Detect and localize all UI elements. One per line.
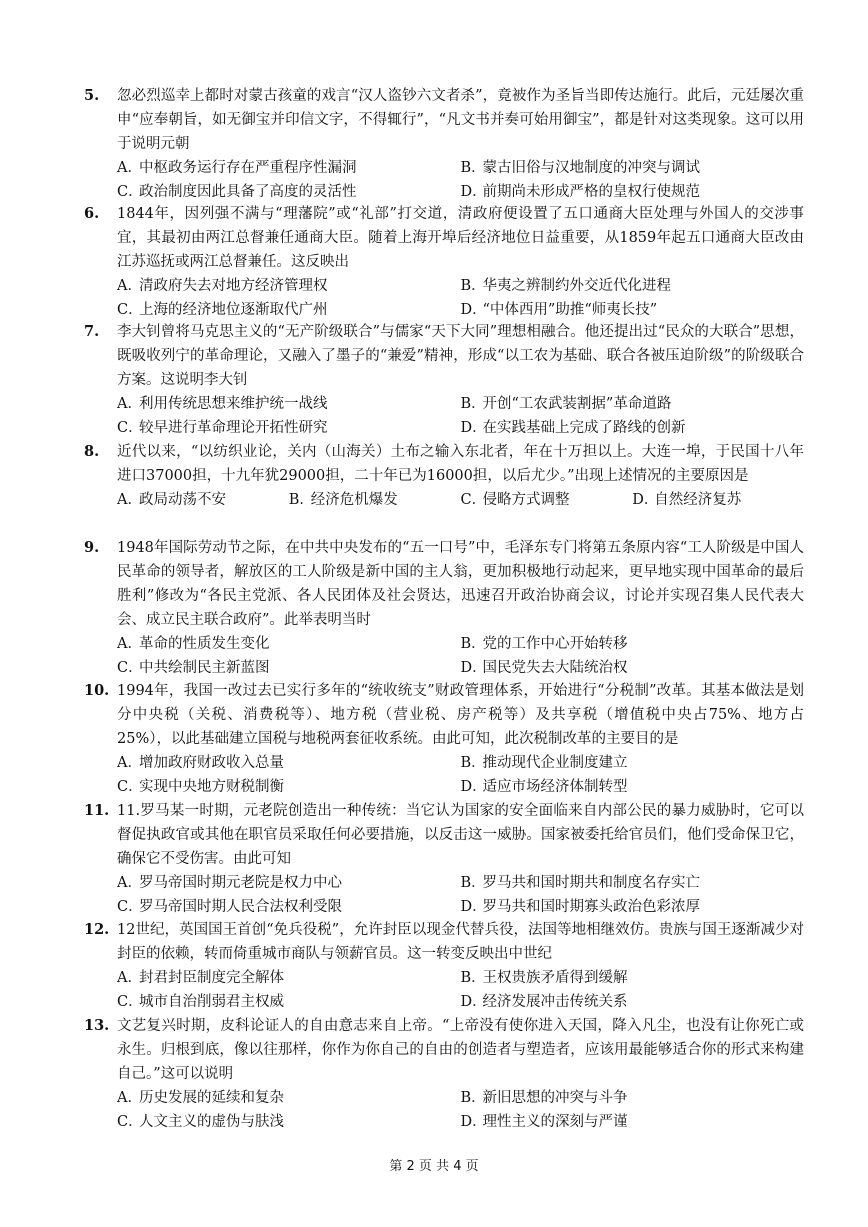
question-number: 5.	[84, 87, 100, 104]
question-7	[84, 320, 804, 440]
option-a: A．历史发展的延续和复杂	[117, 1090, 284, 1106]
option-d: D．在实践基础上完成了路线的创新	[460, 420, 686, 436]
option-d: D．前期尚未形成严格的皇权行使规范	[460, 184, 700, 200]
option-a: A．革命的性质发生变化	[117, 636, 270, 652]
question-5	[84, 84, 804, 204]
question-options	[117, 156, 804, 204]
question-12	[84, 918, 804, 1014]
question-options	[117, 751, 804, 799]
question-stem: 11.罗马某一时期，元老院创造出一种传统：当它认为国家的安全面临来自内部公民的暴力威胁时，它可以督促执政官或其他在职官员采取任何必要措施，以反击这一威胁。国家被委托给官员们，他们受命保卫它，确保它不受伤害。由此可知	[117, 803, 804, 867]
option-b: B．经济危机爆发	[288, 492, 398, 508]
question-options	[117, 488, 804, 512]
question-number: 8.	[84, 443, 100, 460]
question-number: 10.	[84, 682, 110, 699]
question-stem: 文艺复兴时期，皮科论证人的自由意志来自上帝。“上帝没有使你进入天国，降入凡尘，也没有让你死亡或永生。归根到底，像以往那样，你作为你自己的自由的创造者与塑造者，应该用最能够适合你的形式来构建自己。”这可以说明	[117, 1018, 804, 1082]
option-c: C．较早进行革命理论开拓性研究	[117, 420, 328, 436]
option-d: D．经济发展冲击传统关系	[460, 994, 628, 1010]
option-a: A．政局动荡不安	[117, 492, 226, 508]
question-options	[117, 392, 804, 440]
question-6	[84, 202, 804, 322]
option-c: C．实现中央地方财税制衡	[117, 779, 284, 795]
option-b: B．华夷之辨制约外交近代化进程	[460, 278, 671, 294]
question-number: 12.	[84, 921, 110, 938]
question-number: 7.	[84, 323, 100, 340]
option-c: C．上海的经济地位逐渐取代广州	[117, 302, 328, 318]
option-c: C．城市自治削弱君主权威	[117, 994, 284, 1010]
option-a: A．罗马帝国时期元老院是权力中心	[117, 875, 342, 891]
question-stem: 1948年国际劳动节之际，在中共中央发布的“五一口号”中，毛泽东专门将第五条原内容“工人阶级是中国人民革命的领导者，解放区的工人阶级是新中国的主人翁，更加积极地行动起来，更早地实现中国革命的最后胜利”修改为“各民主党派、各人民团体及社会贤达，迅速召开政治协商会议，讨论并实现召集人民代表大会、成立民主联合政府”。此举表明当时	[117, 540, 804, 628]
option-b: B．党的工作中心开始转移	[460, 636, 628, 652]
option-b: B．推动现代企业制度建立	[460, 755, 628, 771]
option-b: B．罗马共和国时期共和制度名存实亡	[460, 875, 700, 891]
option-d: D．自然经济复苏	[632, 492, 742, 508]
question-8	[84, 440, 804, 512]
option-b: B．王权贵族矛盾得到缓解	[460, 970, 628, 986]
question-options	[117, 632, 804, 680]
question-stem: 近代以来，“以纺织业论，关内（山海关）土布之输入东北者，年在十万担以上。大连一埠，于民国十八年进口37000担，十九年犹29000担，二十年已为16000担，以后尤少。”出现上述情况的主要原因是	[117, 444, 804, 484]
question-number: 11.	[84, 802, 110, 819]
question-number: 6.	[84, 205, 100, 222]
question-10	[84, 679, 804, 799]
question-options	[117, 966, 804, 1014]
option-c: C．政治制度因此具备了高度的灵活性	[117, 184, 357, 200]
option-d: D．适应市场经济体制转型	[460, 779, 628, 795]
option-a: A．增加政府财政收入总量	[117, 755, 284, 771]
option-b: B．蒙古旧俗与汉地制度的冲突与调试	[460, 160, 700, 176]
option-a: A．清政府失去对地方经济管理权	[117, 278, 328, 294]
option-d: D．国民党失去大陆统治权	[460, 660, 628, 676]
option-d: D．罗马共和国时期寡头政治色彩浓厚	[460, 899, 700, 915]
option-c: C．中共绘制民主新蓝图	[117, 660, 270, 676]
question-options	[117, 871, 804, 919]
question-options	[117, 1086, 804, 1134]
question-options	[117, 274, 804, 322]
option-d: D．理性主义的深刻与严谨	[460, 1114, 628, 1130]
question-9	[84, 536, 804, 680]
page-footer: 第 2 页 共 4 页	[389, 1159, 479, 1174]
option-a: A．中枢政务运行存在严重程序性漏洞	[117, 160, 357, 176]
option-a: A．封君封臣制度完全解体	[117, 970, 284, 986]
option-c: C．人文主义的虚伪与肤浅	[117, 1114, 284, 1130]
question-stem: 李大钊曾将马克思主义的“无产阶级联合”与儒家“天下大同”理想相融合。他还提出过“民众的大联合”思想，既吸收列宁的革命理论，又融入了墨子的“兼爱”精神，形成“以工农为基础、联合各被压迫阶级”的阶级联合方案。这说明李大钊	[117, 324, 804, 388]
option-a: A．利用传统思想来维护统一战线	[117, 396, 328, 412]
question-stem: 忽必烈巡幸上都时对蒙古孩童的戏言“汉人盗钞六文者杀”，竟被作为圣旨当即传达施行。此后，元廷屡次重申“应奉朝旨，如无御宝并印信文字，不得辄行”，“凡文书并奏可始用御宝”，都是针对这类现象。这可以用于说明元朝	[117, 88, 804, 152]
question-11	[84, 799, 804, 919]
option-b: B．新旧思想的冲突与斗争	[460, 1090, 628, 1106]
option-d: D．“中体西用”助推“师夷长技”	[460, 302, 658, 318]
question-stem: 1844年，因列强不满与“理藩院”或“礼部”打交道，清政府便设置了五口通商大臣处理与外国人的交涉事宜，其最初由两江总督兼任通商大臣。随着上海开埠后经济地位日益重要，从1859年起五口通商大臣改由江苏巡抚或两江总督兼任。这反映出	[117, 206, 804, 270]
question-number: 13.	[84, 1017, 110, 1034]
option-c: C．侵略方式调整	[460, 492, 570, 508]
question-number: 9.	[84, 539, 100, 556]
option-c: C．罗马帝国时期人民合法权利受限	[117, 899, 342, 915]
question-13	[84, 1014, 804, 1134]
option-b: B．开创“工农武装割据”革命道路	[460, 396, 672, 412]
question-stem: 1994年，我国一改过去已实行多年的“统收统支”财政管理体系，开始进行“分税制”改革。其基本做法是划分中央税（关税、消费税等）、地方税（营业税、房产税等）及共享税（增值税中央占75%、地方占25%），以此基础建立国税与地税两套征收系统。由此可知，此次税制改革的主要目的是	[117, 683, 804, 747]
question-stem: 12世纪，英国国王首创“免兵役税”，允许封臣以现金代替兵役，法国等地相继效仿。贵族与国王逐渐减少对封臣的依赖，转而倚重城市商队与领薪官员。这一转变反映出中世纪	[117, 922, 804, 962]
